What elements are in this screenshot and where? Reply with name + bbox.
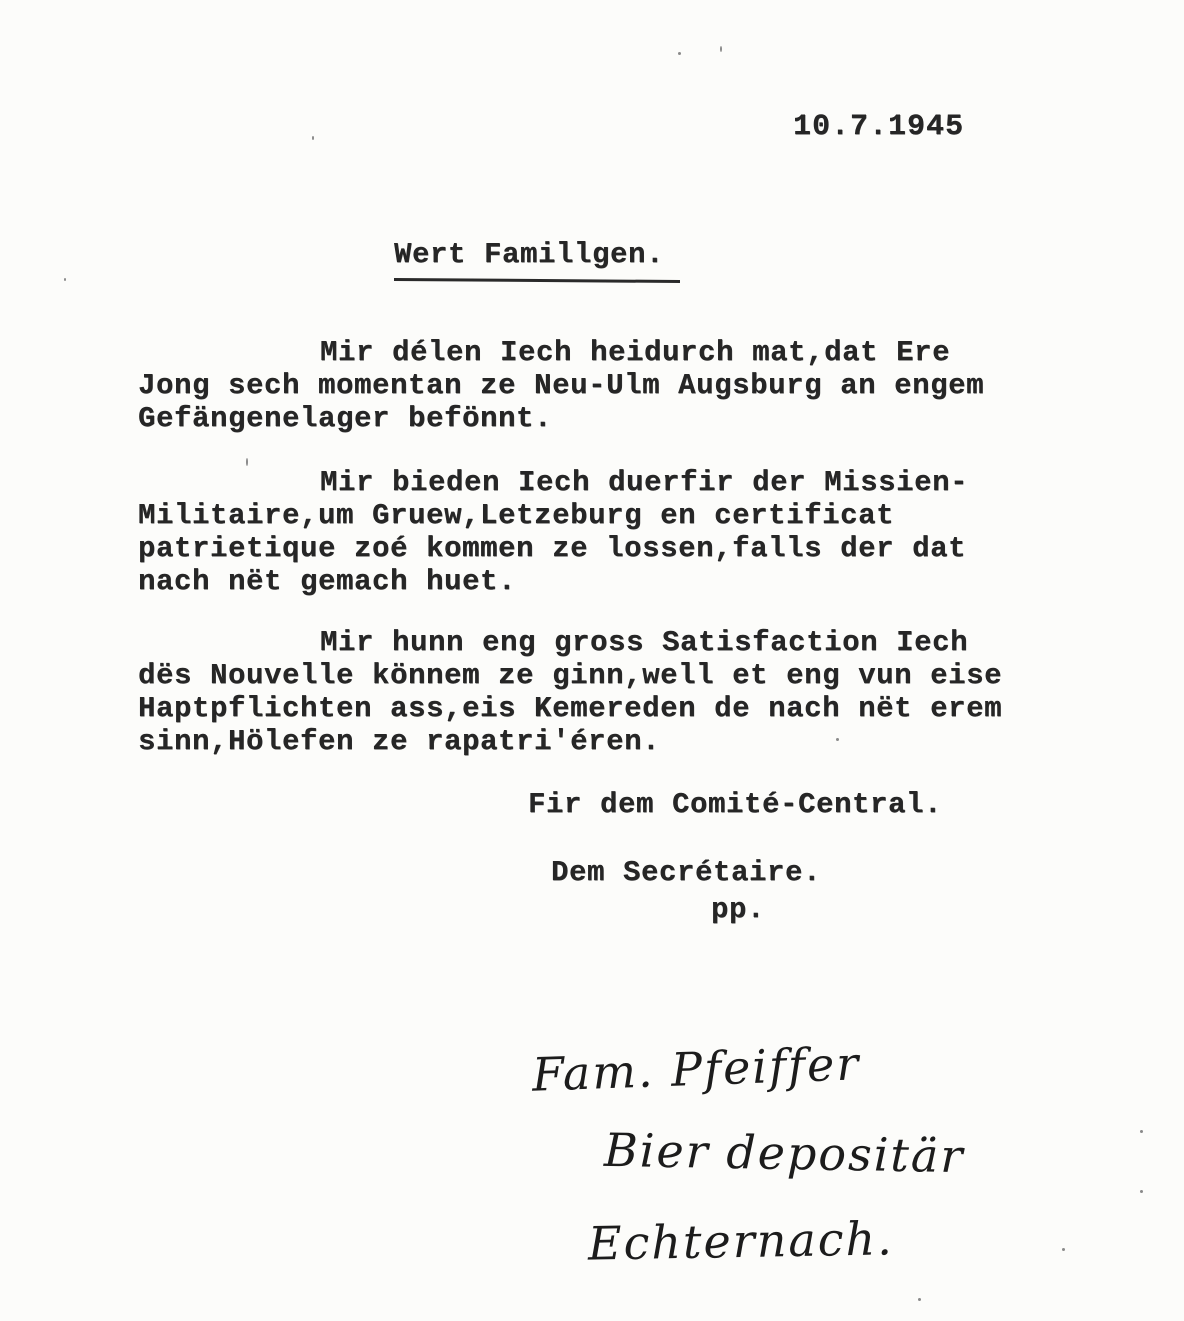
paragraph-line: Jong sech momentan ze Neu-Ulm Augsburg an engem bbox=[138, 369, 985, 402]
handwritten-recipient-name: Fam. Pfeiffer bbox=[531, 1036, 862, 1102]
paragraph-1 bbox=[138, 336, 1118, 435]
paragraph-line: Mir délen Iech heidurch mat,dat Ere bbox=[320, 336, 951, 369]
letter-date: 10.7.1945 bbox=[793, 110, 965, 144]
paragraph-line: Militaire,um Gruew,Letzeburg en certificat bbox=[138, 499, 895, 532]
scan-speck bbox=[246, 458, 248, 466]
paragraph-line: Mir hunn eng gross Satisfaction Iech bbox=[320, 626, 969, 659]
scan-speck bbox=[312, 136, 314, 140]
salutation: Wert Famillgen. bbox=[394, 238, 665, 271]
paragraph-line: Haptpflichten ass,eis Kemereden de nach nët erem bbox=[138, 692, 1003, 725]
closing-line: Fir dem Comité-Central. bbox=[528, 788, 943, 821]
paragraph-line: nach nët gemach huet. bbox=[138, 565, 517, 598]
paragraph-line: patrietique zoé kommen ze lossen,falls der dat bbox=[138, 532, 967, 565]
paragraph-2 bbox=[138, 466, 1118, 598]
handwritten-recipient-town: Echternach. bbox=[587, 1211, 895, 1271]
scan-speck bbox=[64, 278, 66, 281]
per-procurationem: pp. bbox=[711, 893, 766, 926]
scan-speck bbox=[720, 46, 722, 52]
scan-speck bbox=[1062, 1248, 1065, 1251]
scan-speck bbox=[836, 738, 839, 741]
scan-speck bbox=[918, 1298, 921, 1301]
paragraph-line: sinn,Hölefen ze rapatri'éren. bbox=[138, 725, 661, 758]
paragraph-line: Gefängenelager befönnt. bbox=[138, 402, 553, 435]
paragraph-3 bbox=[138, 626, 1118, 758]
paragraph-line: dës Nouvelle könnem ze ginn,well et eng vun eise bbox=[138, 659, 1003, 692]
handwritten-recipient-occupation: Bier depositär bbox=[603, 1122, 965, 1184]
paragraph-line: Mir bieden Iech duerfir der Missien- bbox=[320, 466, 969, 499]
scan-speck bbox=[1140, 1190, 1143, 1193]
salutation-underline bbox=[394, 278, 680, 283]
signatory-title: Dem Secrétaire. bbox=[551, 856, 822, 889]
scan-speck bbox=[1140, 1130, 1143, 1133]
scan-speck bbox=[678, 52, 681, 55]
